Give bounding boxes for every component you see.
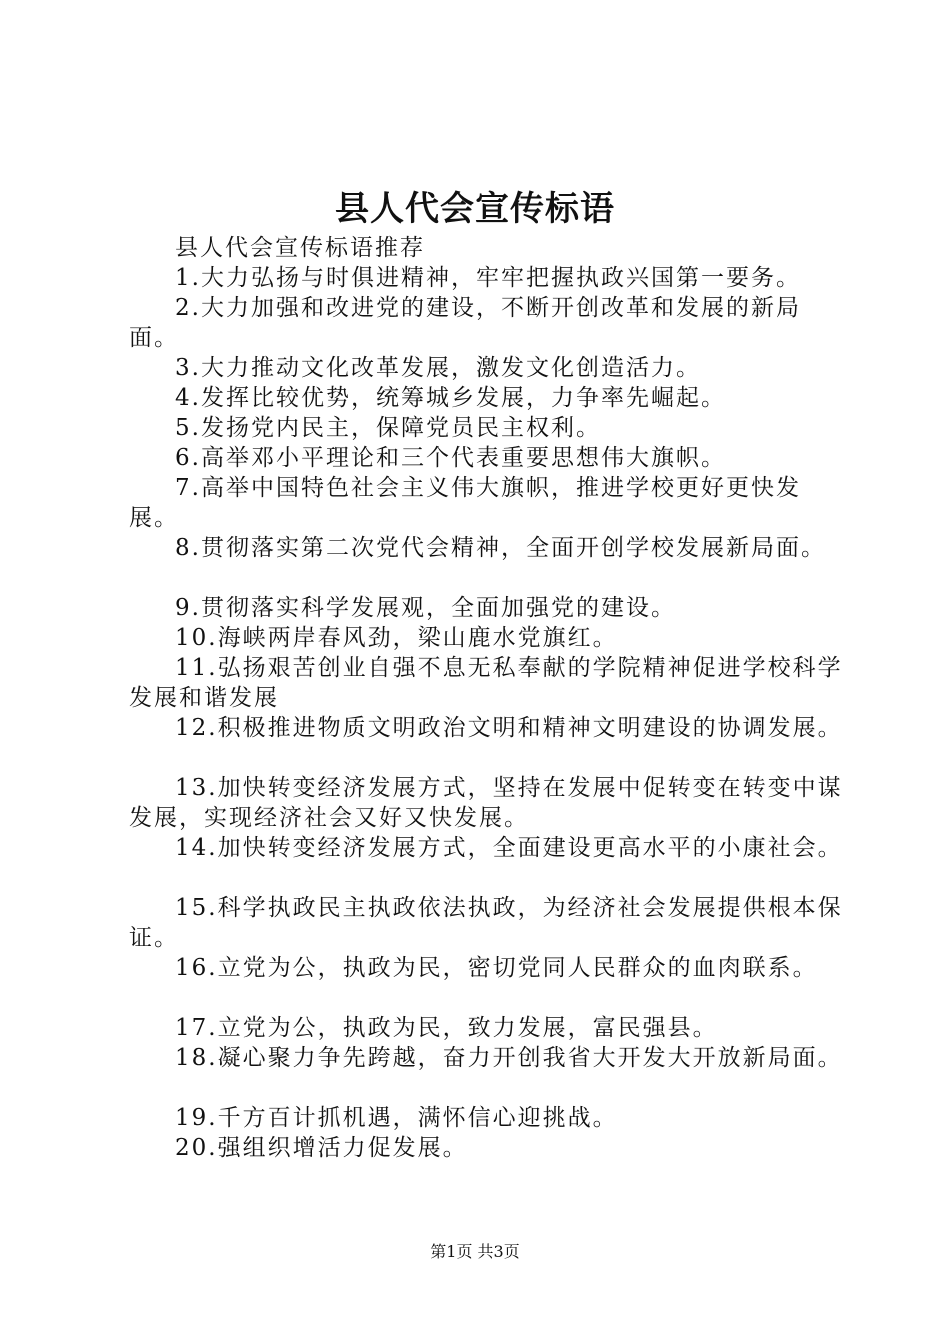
list-item: 2.大力加强和改进党的建设，不断开创改革和发展的新局面。 [129,295,801,351]
list-item: 19.千方百计抓机遇，满怀信心迎挑战。 [175,1105,618,1131]
list-item: 3.大力推动文化改革发展，激发文化创造活力。 [175,355,701,381]
list-item: 20.强组织增活力促发展。 [175,1135,468,1161]
list-item: 1.大力弘扬与时俱进精神，牢牢把握执政兴国第一要务。 [175,265,801,291]
list-item: 12.积极推进物质文明政治文明和精神文明建设的协调发展。 [175,715,843,741]
document-body [129,233,849,1163]
list-item: 4.发挥比较优势，统筹城乡发展，力争率先崛起。 [175,385,726,411]
list-item: 10.海峡两岸春风劲，梁山鹿水党旗红。 [175,625,618,651]
list-item: 11.弘扬艰苦创业自强不息无私奉献的学院精神促进学校科学发展和谐发展 [129,655,843,711]
list-item: 7.高举中国特色社会主义伟大旗帜，推进学校更好更快发展。 [129,475,801,531]
page-footer: 第1页 共3页 [430,1242,520,1261]
list-item: 15.科学执政民主执政依法执政，为经济社会发展提供根本保证。 [129,895,843,951]
subtitle: 县人代会宣传标语推荐 [175,235,425,261]
list-item: 14.加快转变经济发展方式，全面建设更高水平的小康社会。 [175,835,843,861]
list-item: 17.立党为公，执政为民，致力发展，富民强县。 [175,1015,718,1041]
list-item: 16.立党为公，执政为民，密切党同人民群众的血肉联系。 [175,955,818,981]
document-title: 县人代会宣传标语 [335,189,615,229]
list-item: 13.加快转变经济发展方式，坚持在发展中促转变在转变中谋发展，实现经济社会又好又快发展。 [129,775,843,831]
list-item: 9.贯彻落实科学发展观，全面加强党的建设。 [175,595,676,621]
list-item: 18.凝心聚力争先跨越，奋力开创我省大开发大开放新局面。 [175,1045,843,1071]
list-item: 5.发扬党内民主，保障党员民主权利。 [175,415,601,441]
list-item: 6.高举邓小平理论和三个代表重要思想伟大旗帜。 [175,445,726,471]
list-item: 8.贯彻落实第二次党代会精神，全面开创学校发展新局面。 [175,535,826,561]
